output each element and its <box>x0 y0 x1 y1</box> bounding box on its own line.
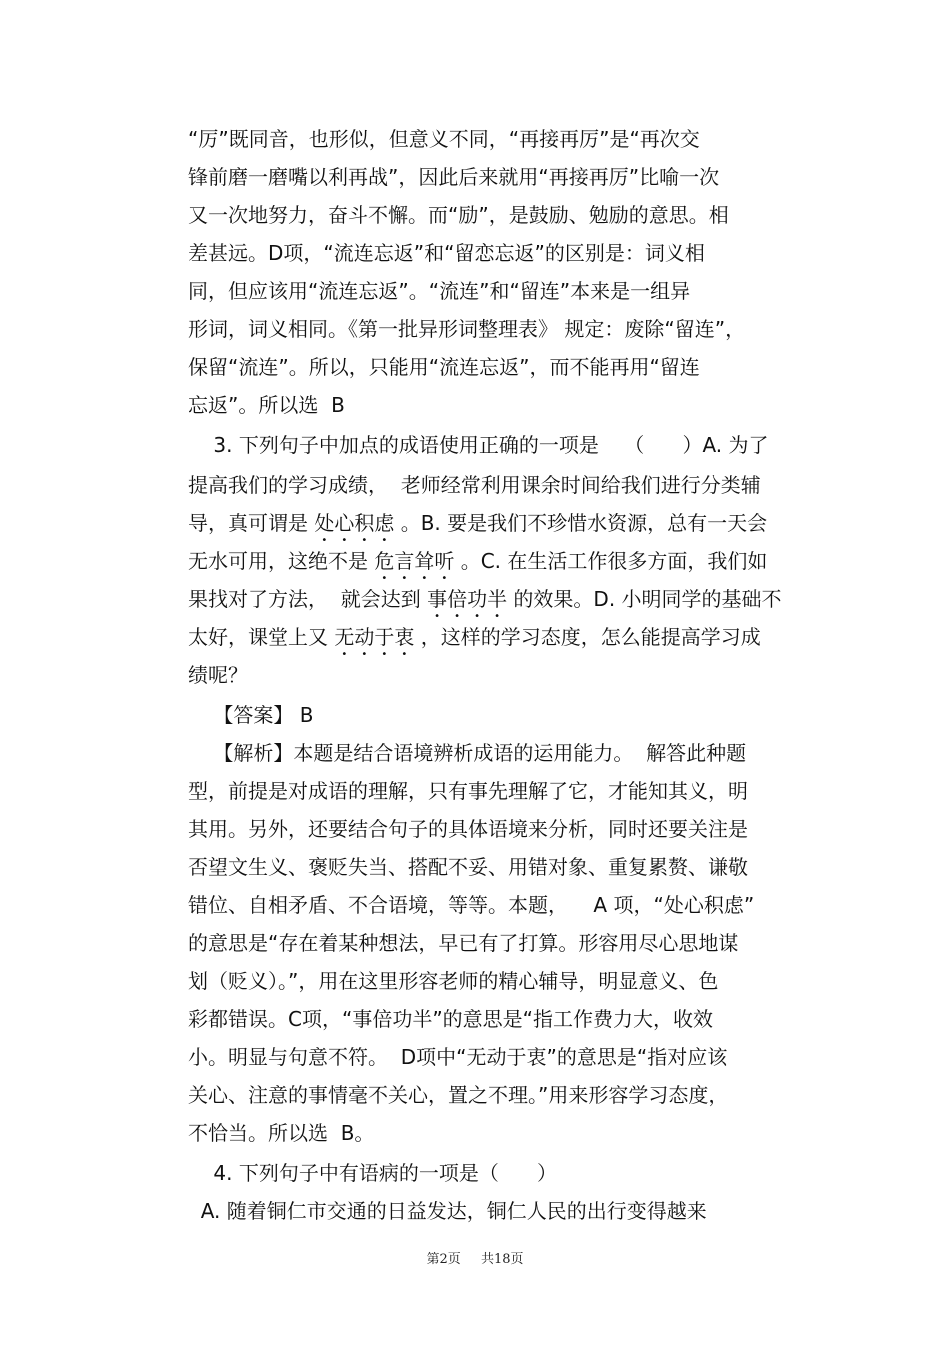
text-line: 导，真可谓是 处心积虑 。B. 要是我们不珍惜水资源，总有一天会 <box>188 511 768 535</box>
text-line: 不恰当。所以选 B。 <box>188 1121 375 1145</box>
text-line: 保留“流连”。所以，只能用“流连忘返”，而不能再用“留连 <box>188 355 700 379</box>
analysis-line: 【解析】本题是结合语境辨析成语的运用能力。 解答此种题 <box>188 741 747 765</box>
answer-line: 【答案】 B <box>188 703 314 727</box>
text-line: 的意思是“存在着某种想法，早已有了打算。形容用尽心思地谋 <box>188 931 739 955</box>
dotted-idiom: 处心积虑 <box>314 511 395 535</box>
text-line: 无水可用，这绝不是 危言耸听 。C. 在生活工作很多方面，我们如 <box>188 549 768 573</box>
text-line: 忘返”。所以选 B <box>188 393 345 417</box>
page-total: 共18页 <box>480 1252 524 1267</box>
text-line: “厉”既同音，也形似，但意义不同，“再接再厉”是“再次交 <box>188 127 700 151</box>
option-a: A. 随着铜仁市交通的日益发达，铜仁人民的出行变得越来 <box>188 1199 707 1223</box>
text-line: 形词，词义相同。《第一批异形词整理表》 规定：废除“留连”， <box>188 317 746 341</box>
text-line: 提高我们的学习成绩， 老师经常利用课余时间给我们进行分类辅 <box>188 473 761 497</box>
text-line: 果找对了方法， 就会达到 事倍功半 的效果。D. 小明同学的基础不 <box>188 587 782 611</box>
text-line: 同，但应该用“流连忘返”。“流连”和“留连”本来是一组异 <box>188 279 691 303</box>
text-line: 绩呢？ <box>188 663 248 687</box>
dotted-idiom: 事倍功半 <box>427 587 508 611</box>
text-line: 小。明显与句意不符。 D项中“无动于衷”的意思是“指对应该 <box>188 1045 728 1069</box>
text-line: 划（贬义）。”，用在这里形容老师的精心辅导，明显意义、色 <box>188 969 719 993</box>
text-line: 太好，课堂上又 无动于衷 ，这样的学习态度，怎么能提高学习成 <box>188 625 761 649</box>
question-3-stem: 3. 下列句子中加点的成语使用正确的一项是 （ ）A. 为了 <box>188 433 769 457</box>
text-line: 锋前磨一磨嘴以利再战”，因此后来就用“再接再厉”比喻一次 <box>188 165 720 189</box>
dotted-idiom: 危言耸听 <box>374 549 455 573</box>
question-4-stem: 4. 下列句子中有语病的一项是（ ） <box>188 1161 558 1185</box>
text-line: 关心、注意的事情毫不关心，置之不理。”用来形容学习态度， <box>188 1083 729 1107</box>
text-line: 错位、自相矛盾、不合语境，等等。本题， A 项，“处心积虑” <box>188 893 755 917</box>
text-line: 彩都错误。C项，“事倍功半”的意思是“指工作费力大，收效 <box>188 1007 714 1031</box>
text-line: 差甚远。D项，“流连忘返”和“留恋忘返”的区别是：词义相 <box>188 241 705 265</box>
dotted-idiom: 无动于衷 <box>334 625 415 649</box>
text-line: 型，前提是对成语的理解，只有事先理解了它，才能知其义，明 <box>188 779 748 803</box>
text-line: 其用。另外，还要结合句子的具体语境来分析，同时还要关注是 <box>188 817 748 841</box>
page-number: 第2页 <box>426 1252 461 1267</box>
page-footer <box>0 1248 950 1267</box>
text-line: 否望文生义、褒贬失当、搭配不妥、用错对象、重复累赘、谦敬 <box>188 855 748 879</box>
text-line: 又一次地努力，奋斗不懈。而“励”，是鼓励、勉励的意思。相 <box>188 203 729 227</box>
